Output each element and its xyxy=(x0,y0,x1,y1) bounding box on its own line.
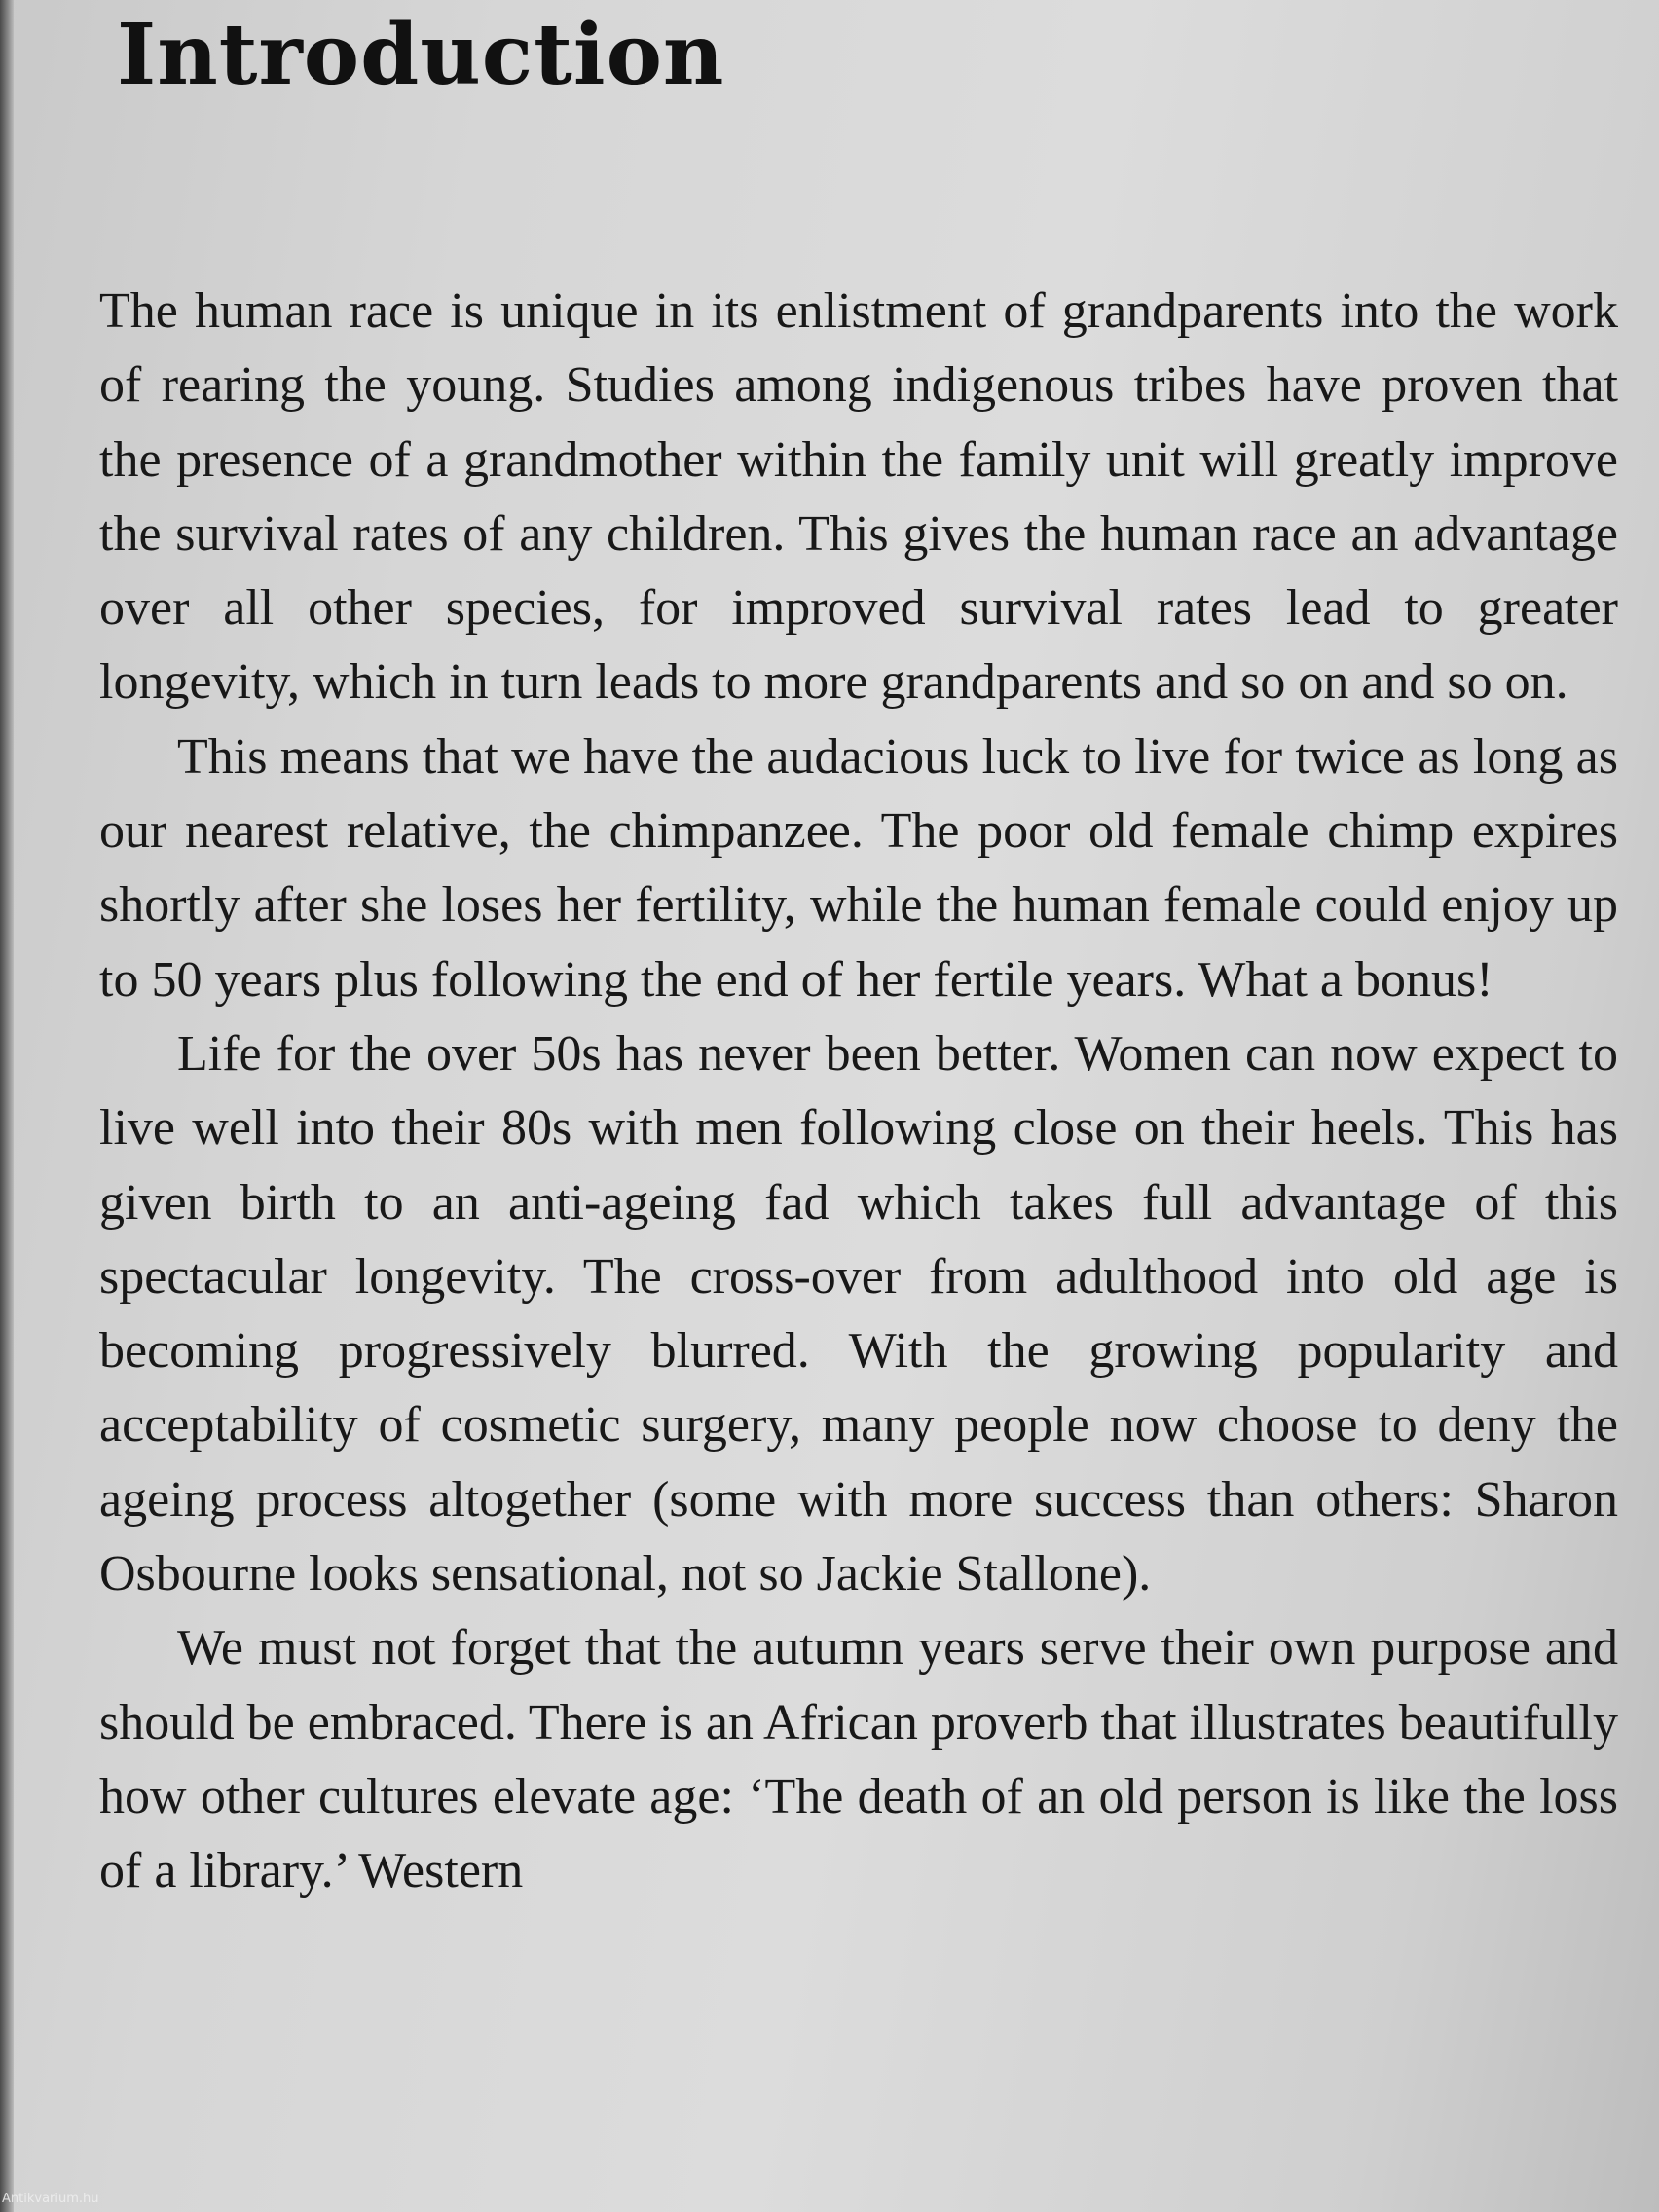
paragraph-1: The human race is unique in its enlistment of grandparents into the work of rearing the young. Studies among indigenous tribes have proven that the presence of a grandmother within the family unit will greatly improve the survival rates of any children. This gives the human race an advantage over all other species, for improved survival rates lead to greater longevity, which in turn leads to more grandparents and so on and so on. xyxy=(99,283,1618,711)
paragraph-4: We must not forget that the autumn years serve their own purpose and should be embraced. There is an African proverb that illustrates beautifully how other cultures elevate age: ‘The death of an old person is like the loss of a library.’ Western xyxy=(99,1620,1618,1899)
paragraph-3: Life for the over 50s has never been better. Women can now expect to live well into their 80s with men following close on their heels. This has given birth to an anti-ageing fad which takes full advantage of this spectacular longevity. The cross-over from adulthood into old age is becoming progressively blurred. With the growing popularity and acceptability of cosmetic surgery, many people now choose to deny the ageing process altogether (some with more success than others: Sharon Osbourne looks sensational, not so Jackie Stallone). xyxy=(99,1025,1618,1603)
watermark-text: Antikvarium.hu xyxy=(2,2192,99,2206)
chapter-title: Introduction xyxy=(117,6,725,104)
chapter-body xyxy=(99,275,1618,1909)
book-spine-edge xyxy=(0,0,14,2212)
book-page xyxy=(14,0,1659,2212)
paragraph-2: This means that we have the audacious luck to live for twice as long as our nearest relative, the chimpanzee. The poor old female chimp expires shortly after she loses her fertility, while the human female could enjoy up to 50 years plus following the end of her fertile years. What a bonus! xyxy=(99,728,1618,1008)
